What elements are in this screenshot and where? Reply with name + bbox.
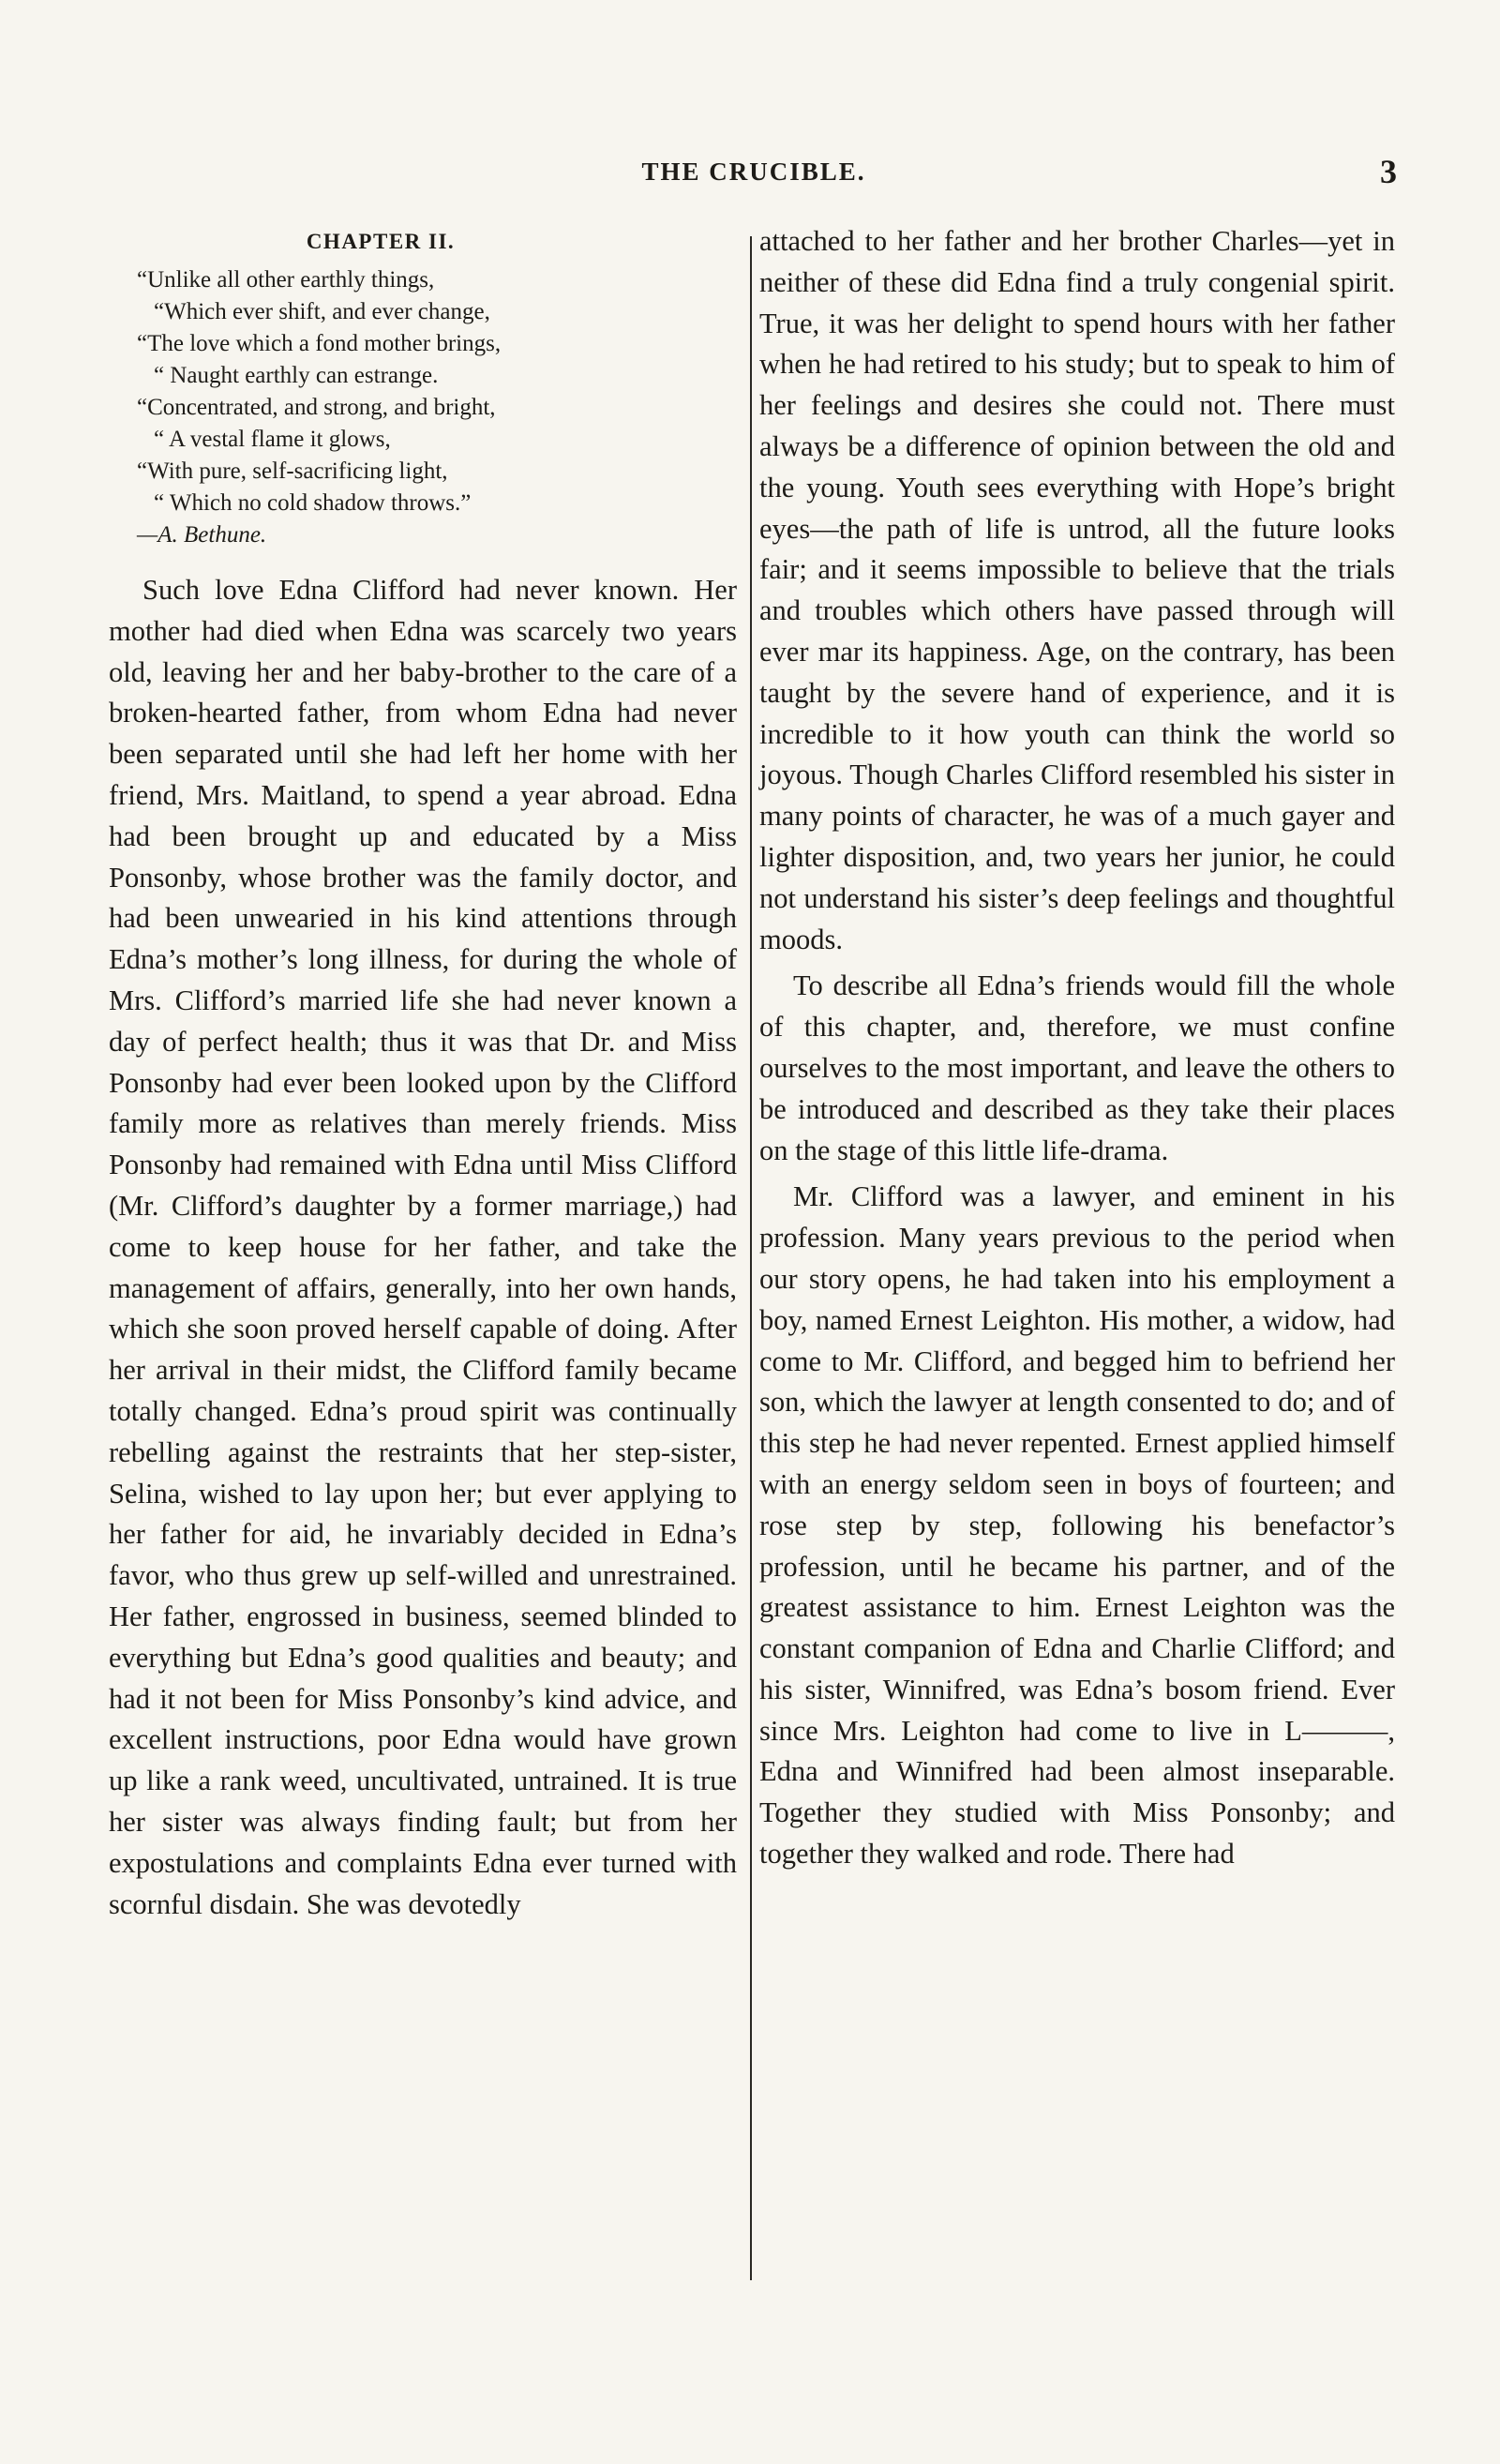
epigraph-attribution: —A. Bethune. — [137, 522, 267, 548]
chapter-heading: CHAPTER II. — [306, 230, 456, 253]
epigraph-line: “ Naught earthly can estrange. — [154, 363, 439, 388]
body-paragraph-continued: attached to her father and her brother Charles—yet in neither of these did Edna find a truly congenial spirit. True, it was her delight to spend hours with her father when he had retired to his study; but to speak to him of her feelings and desires she could not. There must always be a difference of opinion between the old and the young. Youth sees everything with Hope’s bright eyes—the path of life is untrod, all the future looks fair; and it seems impossible to believe that the trials and troubles which others have passed through will ever mar its happiness. Age, on the contrary, has been taught by the severe hand of experience, and it is incredible to it how youth can think the world so joyous. Though Charles Clifford resembled his sister in many points of character, he was of a much gayer and lighter disposition, and, two years her junior, he could not understand his sister’s deep feelings and thoughtful moods. — [759, 225, 1395, 955]
epigraph-line: “ Which no cold shadow throws.” — [154, 490, 472, 516]
epigraph-line: “Which ever shift, and ever change, — [154, 299, 490, 324]
page-number: 3 — [1380, 153, 1397, 190]
epigraph-line: “Concentrated, and strong, and bright, — [137, 395, 496, 420]
left-column — [109, 221, 737, 1925]
body-paragraph: To describe all Edna’s friends would fill the whole of this chapter, and, therefore, we must confine ourselves to the most important, and leave the others to be introduced and described as they take their places on the stage of this little life-drama. — [759, 969, 1395, 1166]
epigraph-line: “Unlike all other earthly things, — [137, 267, 435, 293]
right-column — [759, 221, 1395, 1875]
epigraph — [137, 264, 737, 551]
running-title: THE CRUCIBLE. — [641, 158, 866, 186]
body-paragraph: Mr. Clifford was a lawyer, and eminent in his profession. Many years previous to the period when our story opens, he had taken into his employment a boy, named Ernest Leighton. His mother, a widow, had come to Mr. Clifford, and begged him to befriend her son, which the lawyer at length consented to do; and of this step he had never repented. Ernest applied himself with an energy seldom seen in boys of fourteen; and rose step by step, following his benefactor’s profession, until he became his partner, and of the greatest assistance to him. Ernest Leighton was the constant companion of Edna and Charlie Clifford; and his sister, Winnifred, was Edna’s bosom friend. Ever since Mrs. Leighton had come to live in L———, Edna and Winnifred had been almost inseparable. Together they studied with Miss Ponsonby; and together they walked and rode. There had — [759, 1180, 1395, 1871]
epigraph-line: “The love which a fond mother brings, — [137, 331, 502, 356]
epigraph-line: “With pure, self-sacrificing light, — [137, 458, 448, 484]
body-paragraph: Such love Edna Clifford had never known. Her mother had died when Edna was scarcely two years old, leaving her and her baby-brother to the care of a broken-hearted father, from whom Edna had never been separated until she had left her home with her friend, Mrs. Maitland, to spend a year abroad. Edna had been brought up and educated by a Miss Ponsonby, whose brother was the family doctor, and had been unwearied in his kind attentions through Edna’s mother’s long illness, for during the whole of Mrs. Clifford’s married life she had never known a day of perfect health; thus it was that Dr. and Miss Ponsonby had ever been looked upon by the Clifford family more as relatives than merely friends. Miss Ponsonby had remained with Edna until Miss Clifford (Mr. Clifford’s daughter by a former marriage,) had come to keep house for her father, and take the management of affairs, generally, into her own hands, which she soon proved herself capable of doing. After her arrival in their midst, the Clifford family became totally changed. Edna’s proud spirit was continually rebelling against the restraints that her step-sister, Selina, wished to lay upon her; but ever applying to her father for aid, he invariably decided in Edna’s favor, who thus grew up self-willed and unrestrained. Her father, engrossed in business, seemed blinded to everything but Edna’s good qualities and beauty; and had it not been for Miss Ponsonby’s kind advice, and excellent instructions, poor Edna would have grown up like a rank weed, uncultivated, untrained. It is true her sister was always finding fault; but from her expostulations and complaints Edna ever turned with scornful disdain. She was devotedly — [109, 574, 737, 1920]
epigraph-line: “ A vestal flame it glows, — [154, 427, 391, 452]
running-header — [111, 152, 1397, 199]
column-divider — [750, 236, 752, 2280]
